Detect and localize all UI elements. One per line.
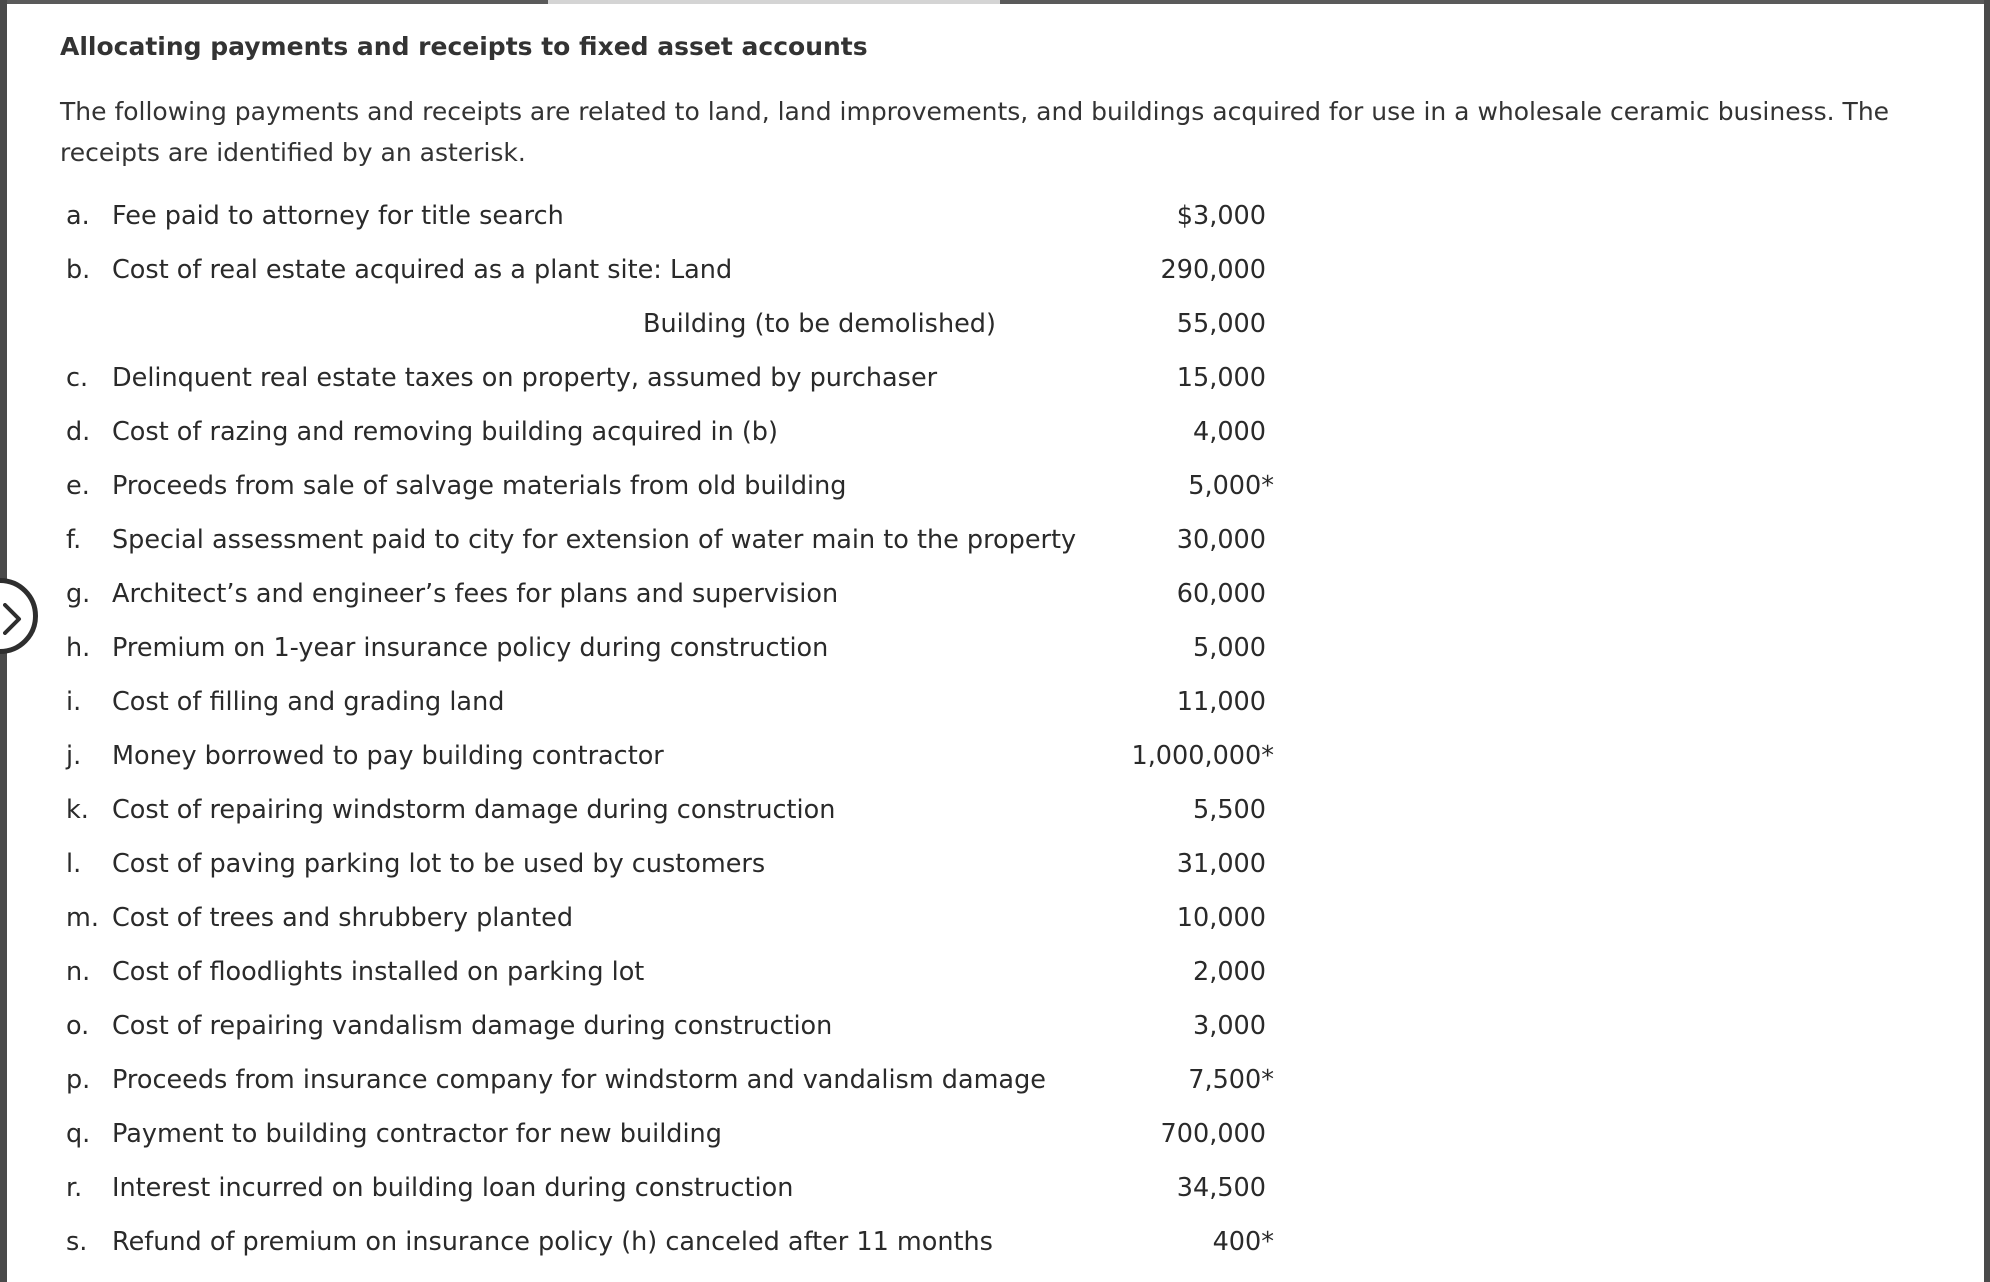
item-letter: h.: [66, 633, 91, 663]
item-letter: e.: [66, 471, 90, 501]
list-item: [60, 349, 1960, 403]
item-description: Delinquent real estate taxes on property, assumed by purchaser: [112, 363, 938, 393]
item-amount: 700,000: [1160, 1119, 1266, 1149]
item-amount: 4,000: [1192, 417, 1266, 447]
list-item: [60, 565, 1960, 619]
item-description: Cost of repairing vandalism damage during construction: [112, 1011, 833, 1041]
list-item: [60, 1159, 1960, 1213]
item-letter: o.: [66, 1011, 90, 1041]
item-letter: s.: [66, 1227, 88, 1257]
list-item: [60, 403, 1960, 457]
item-amount: 400*: [1212, 1227, 1274, 1257]
list-item: [60, 619, 1960, 673]
item-description: Building (to be demolished): [643, 309, 996, 339]
item-description: Payment to building contractor for new building: [112, 1119, 722, 1149]
item-description: Fee paid to attorney for title search: [112, 201, 564, 231]
list-item: [60, 241, 1960, 295]
list-item: [60, 511, 1960, 565]
item-amount: 3,000: [1192, 1011, 1266, 1041]
next-page-button[interactable]: [0, 578, 38, 654]
list-item: [60, 187, 1960, 241]
item-amount: 290,000: [1160, 255, 1266, 285]
item-amount: 7,500*: [1188, 1065, 1274, 1095]
item-description: Refund of premium on insurance policy (h) canceled after 11 months: [112, 1227, 993, 1257]
item-description: Cost of real estate acquired as a plant site: Land: [112, 255, 733, 285]
list-item: [60, 943, 1960, 997]
page-title: Allocating payments and receipts to fixed asset accounts: [60, 32, 868, 61]
list-item: [60, 781, 1960, 835]
item-amount: $3,000: [1176, 201, 1266, 231]
list-item: [60, 1213, 1960, 1267]
item-letter: f.: [66, 525, 82, 555]
list-item: [60, 997, 1960, 1051]
item-amount: 2,000: [1192, 957, 1266, 987]
item-letter: a.: [66, 201, 90, 231]
item-letter: m.: [66, 903, 99, 933]
item-letter: d.: [66, 417, 91, 447]
list-item: [60, 727, 1960, 781]
item-description: Special assessment paid to city for extension of water main to the property: [112, 525, 1077, 555]
item-amount: 34,500: [1176, 1173, 1266, 1203]
item-amount: 60,000: [1176, 579, 1266, 609]
item-amount: 1,000,000*: [1131, 741, 1274, 771]
item-letter: b.: [66, 255, 91, 285]
item-letter: n.: [66, 957, 91, 987]
item-amount: 15,000: [1176, 363, 1266, 393]
item-amount: 10,000: [1176, 903, 1266, 933]
item-letter: k.: [66, 795, 89, 825]
item-description: Interest incurred on building loan during construction: [112, 1173, 794, 1203]
list-item: [60, 1105, 1960, 1159]
list-item: [60, 673, 1960, 727]
intro-paragraph: The following payments and receipts are related to land, land improvements, and buildings acquired for use in a wholesale ceramic business. The receipts are identified by an asterisk.: [60, 97, 1890, 167]
list-item: [60, 457, 1960, 511]
item-amount: 5,000: [1192, 633, 1266, 663]
item-letter: g.: [66, 579, 91, 609]
item-amount: 30,000: [1176, 525, 1266, 555]
item-letter: j.: [66, 741, 82, 771]
item-amount: 5,000*: [1188, 471, 1274, 501]
item-letter: r.: [66, 1173, 83, 1203]
item-description: Cost of floodlights installed on parking lot: [112, 957, 645, 987]
list-item: [60, 1051, 1960, 1105]
window-right-border: [1984, 0, 1990, 1282]
top-tab-strip: [548, 0, 1000, 4]
item-amount: 11,000: [1176, 687, 1266, 717]
item-description: Cost of razing and removing building acquired in (b): [112, 417, 778, 447]
item-description: Cost of repairing windstorm damage during construction: [112, 795, 836, 825]
item-description: Proceeds from insurance company for windstorm and vandalism damage: [112, 1065, 1046, 1095]
list-item: [60, 835, 1960, 889]
item-description: Proceeds from sale of salvage materials from old building: [112, 471, 847, 501]
item-description: Architect’s and engineer’s fees for plans and supervision: [112, 579, 839, 609]
item-letter: i.: [66, 687, 82, 717]
list-item: [60, 295, 1960, 349]
item-description: Premium on 1-year insurance policy during construction: [112, 633, 829, 663]
chevron-right-icon: [3, 603, 23, 635]
item-description: Cost of trees and shrubbery planted: [112, 903, 574, 933]
item-amount: 5,500: [1192, 795, 1266, 825]
items-list: [60, 187, 1960, 1267]
item-letter: c.: [66, 363, 89, 393]
item-description: Cost of filling and grading land: [112, 687, 505, 717]
item-amount: 55,000: [1176, 309, 1266, 339]
item-description: Money borrowed to pay building contractor: [112, 741, 664, 771]
item-description: Cost of paving parking lot to be used by customers: [112, 849, 766, 879]
item-letter: q.: [66, 1119, 91, 1149]
item-letter: p.: [66, 1065, 91, 1095]
list-item: [60, 889, 1960, 943]
item-amount: 31,000: [1176, 849, 1266, 879]
problem-content: [60, 28, 1960, 1267]
item-letter: l.: [66, 849, 82, 879]
